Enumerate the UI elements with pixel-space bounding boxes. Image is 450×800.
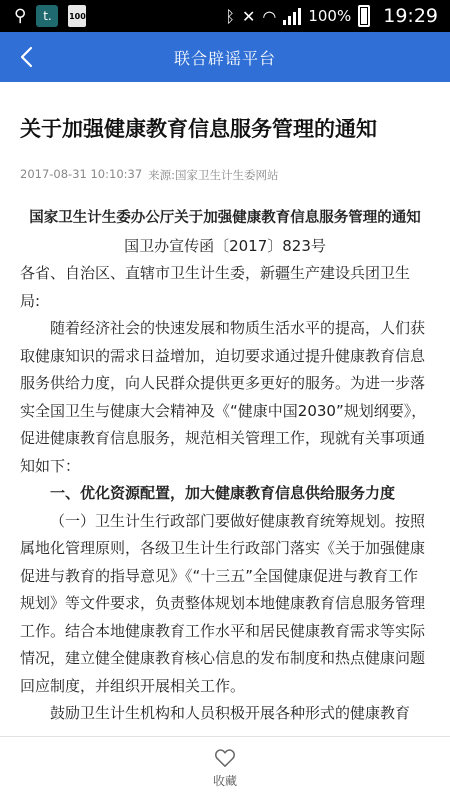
article-meta [20,167,430,183]
bluetooth-icon: ᛒ [225,6,235,26]
battery-icon [358,5,370,27]
battery-percent: 100% [308,7,352,25]
article-date: 2017-08-31 10:10:37 [20,167,143,181]
addressee: 各省、自治区、直辖市卫生计生委，新疆生产建设兵团卫生局: [20,264,411,310]
page-title: 联合辟谣平台 [173,48,276,68]
document-number: 国卫办宣传函〔2017〕823号 [124,236,326,255]
status-left [0,5,86,27]
wifi-icon: ◠ [262,6,277,26]
chevron-left-icon [19,46,33,68]
status-right [225,5,450,27]
app-notification-icon: t. [36,5,58,27]
heart-outline-icon [214,748,236,768]
document-heading: 国家卫生计生委办公厅关于加强健康教育信息服务管理的通知 [29,210,421,226]
article-source: 来源:国家卫生计生委网站 [148,168,279,182]
body-paragraph: 随着经济社会的快速发展和物质生活水平的提高，人们获取健康知识的需求日益增加，迫切要求通过提升健康教育信息服务供给力度，向人民群众提供更多更好的服务。为进一步落实全国卫生与健康大会精神及《“健康中国2030”规划纲要》，促进健康教育信息服务，规范相关管理工作，现就有关事项通知如下： [20,319,427,475]
body-paragraph: 鼓励卫生计生机构和人员积极开展各种形式的健康教育 [50,704,411,722]
back-button[interactable] [0,32,52,82]
signal-icon [283,7,301,25]
section-heading: 一、优化资源配置，加大健康教育信息供给服务力度 [50,484,396,502]
article-body [20,205,430,728]
status-bar [0,0,450,32]
bottom-bar [0,736,450,800]
article-title: 关于加强健康教育信息服务管理的通知 [20,117,377,141]
article-content[interactable] [0,82,450,736]
usb-icon: ⚲ [14,5,27,26]
app-header [0,32,450,82]
body-paragraph: （一）卫生计生行政部门要做好健康教育统筹规划。按照属地化管理原则，各级卫生计生行政部门落实《关于加强健康促进与教育的指导意见》《“十三五”全国健康促进与教育工作规划》等文件要求，负责整体规划本地健康教育信息服务管理工作。结合本地健康教育工作水平和居民健康教育需求等实际情况，建立健全健康教育核心信息的发布制度和热点健康问题回应制度，并组织开展相关工作。 [20,511,426,695]
battery-notification-icon: 100 [68,5,86,27]
mute-icon: ✕ [241,6,256,26]
clock: 19:29 [383,5,438,27]
favorite-label: 收藏 [212,774,237,788]
favorite-button[interactable] [213,748,237,789]
